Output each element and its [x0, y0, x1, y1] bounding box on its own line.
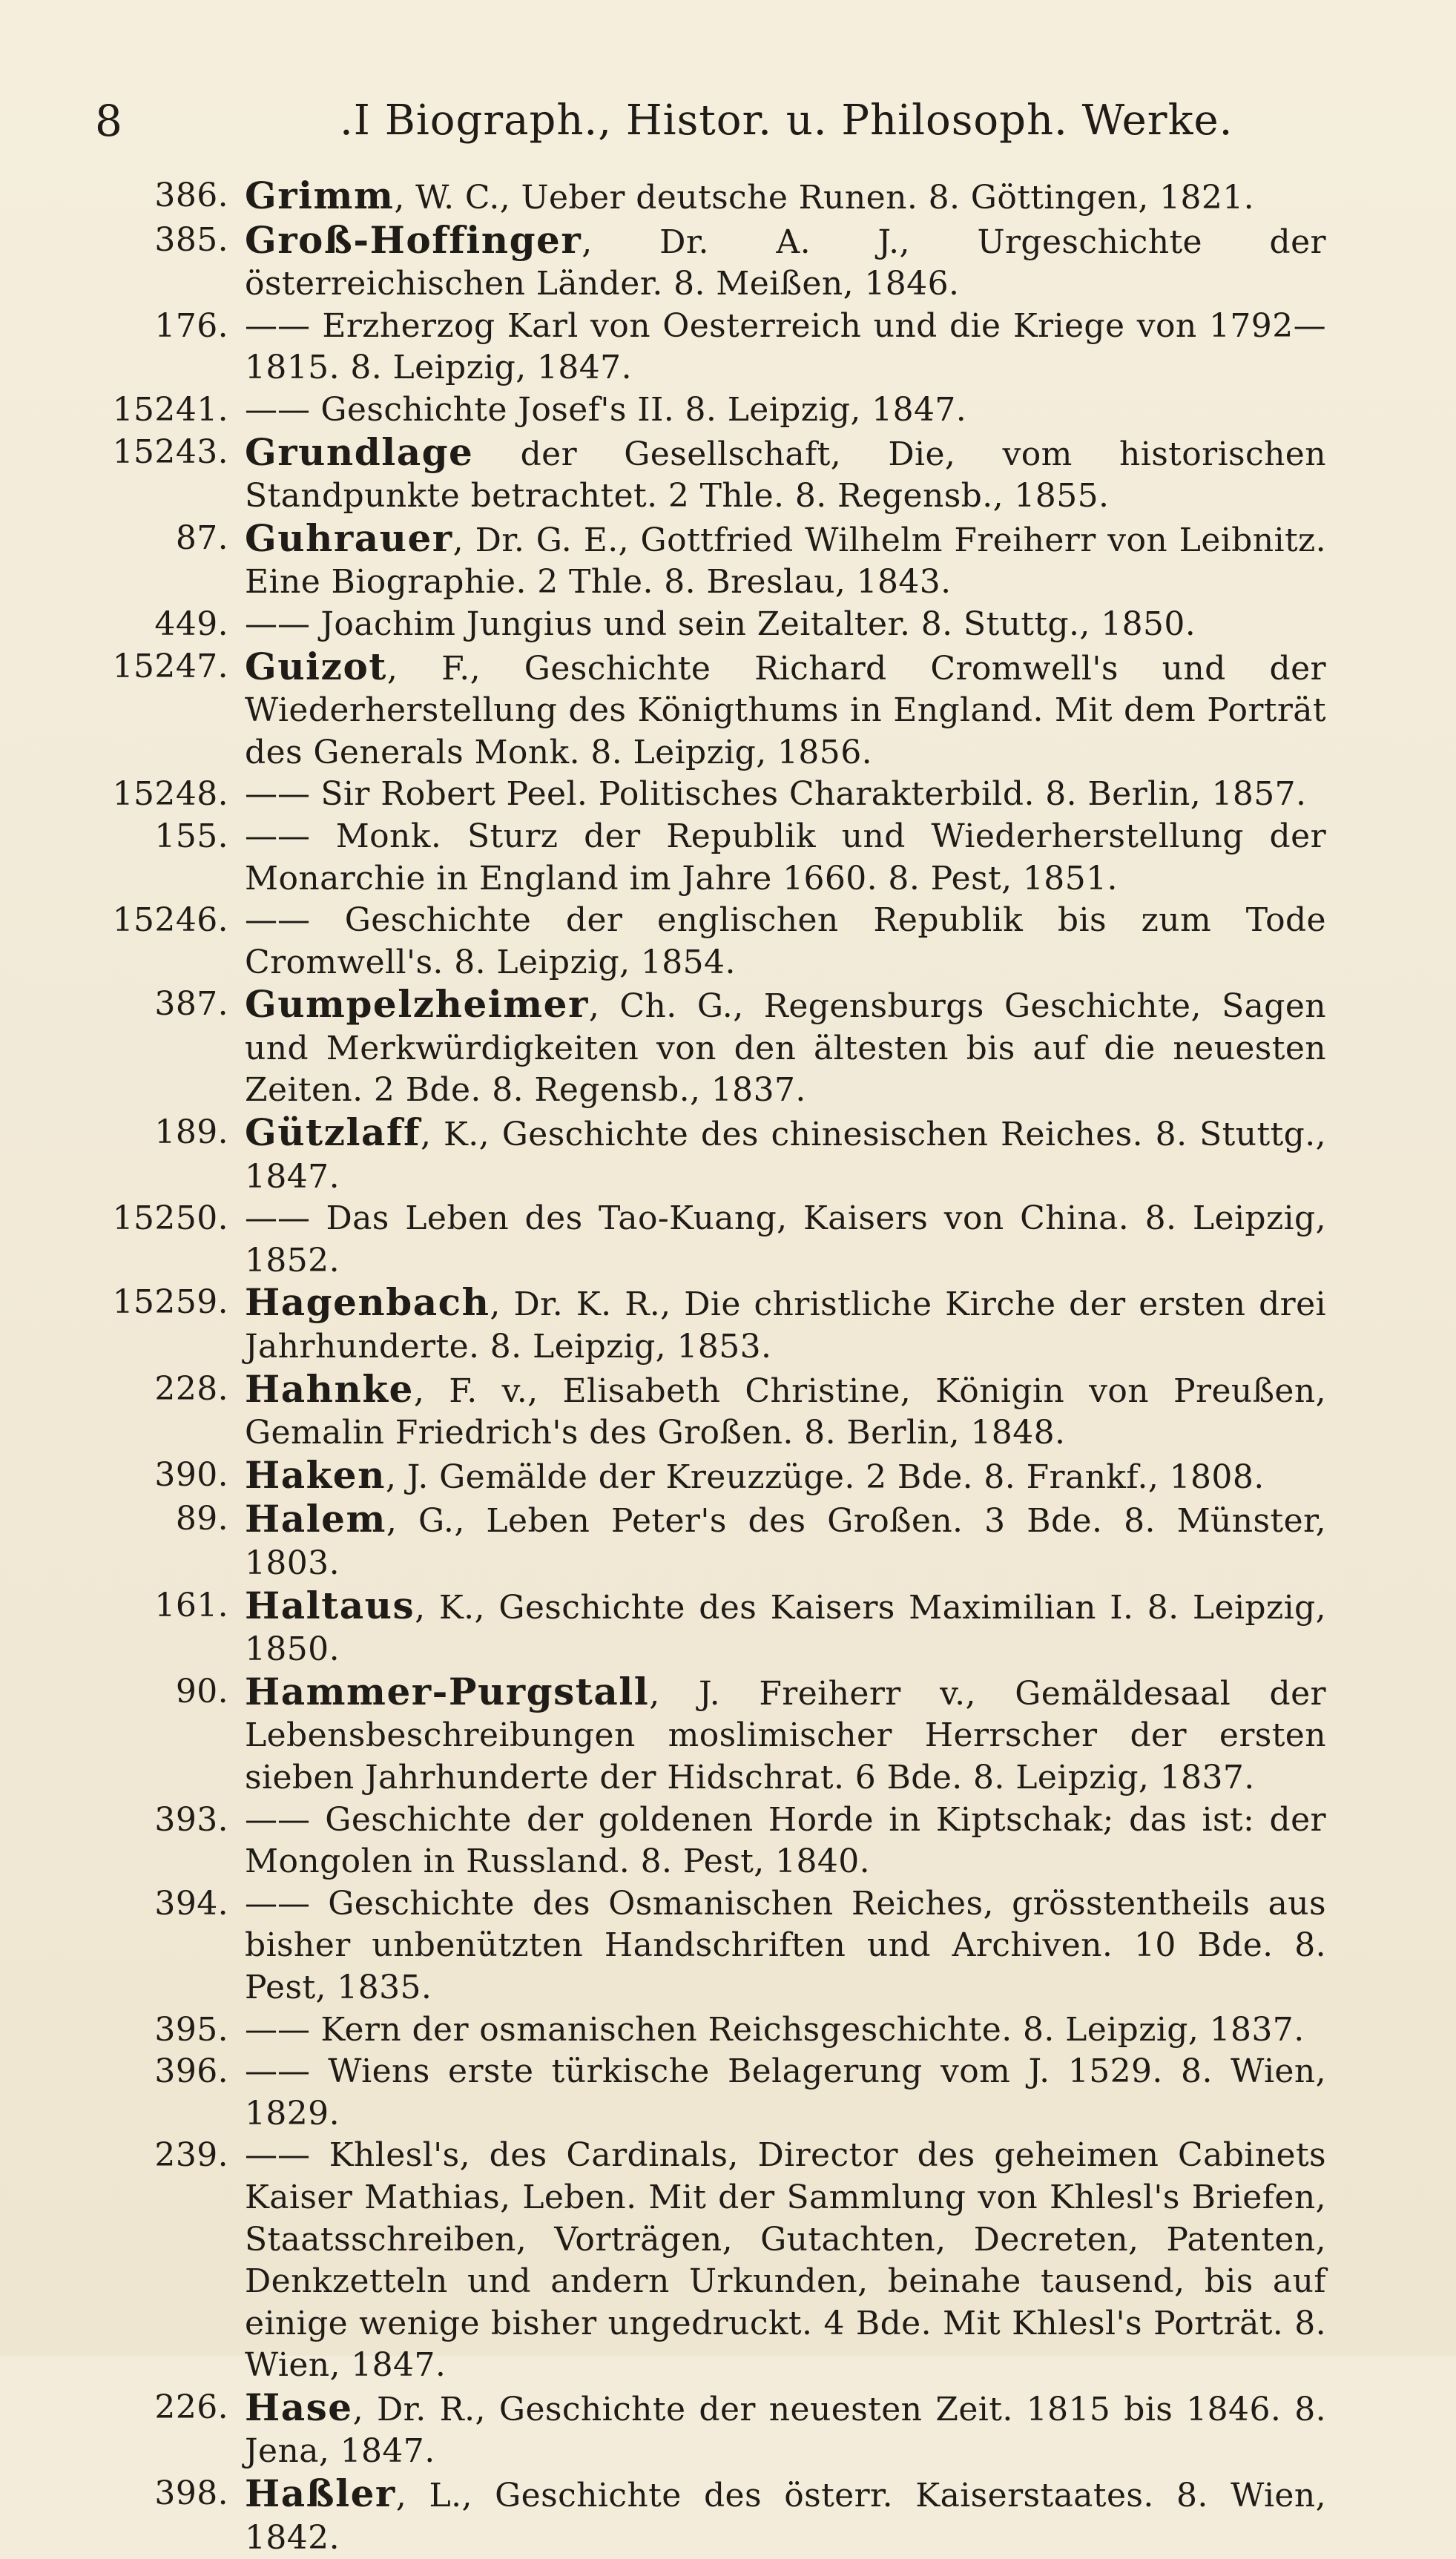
- entry-text: , Dr. R., Geschichte der neuesten Zeit. 1815 bis 1846. 8. Jena, 1847.: [245, 2390, 1326, 2471]
- entry-author: Grimm: [245, 174, 395, 217]
- entry-number: 15248.: [112, 775, 228, 814]
- bibliography-entry: [95, 1366, 1326, 1455]
- bibliography-list: [95, 175, 1326, 2559]
- entry-number: 226.: [154, 2388, 228, 2426]
- entry-number: 228.: [154, 1369, 228, 1408]
- ditto-dash: ——: [245, 2136, 310, 2175]
- entry-number: 15241.: [112, 390, 228, 429]
- entry-number: 15243.: [112, 432, 228, 471]
- entry-number: 396.: [154, 2052, 228, 2091]
- entry-text: , Dr. A. J., Urgeschichte der österreichischen Länder. 8. Meißen, 1846.: [245, 223, 1326, 303]
- bibliography-entry: [95, 1112, 1326, 1198]
- entry-number: 161.: [154, 1586, 228, 1624]
- bibliography-entry: [95, 984, 1326, 1112]
- bibliography-entry: [95, 1282, 1326, 1368]
- entry-text: Erzherzog Karl von Oesterreich und die Kriege von 1792—1815. 8. Leipzig, 1847.: [245, 306, 1326, 387]
- entry-text: , F., Geschichte Richard Cromwell's und der Wiederherstellung des Königthums in England. Mit dem Porträt des Generals Monk. 8. Leipzig, 1856.: [245, 649, 1326, 771]
- entry-author: Hase: [245, 2385, 353, 2429]
- bibliography-entry: [95, 1198, 1326, 1282]
- ditto-dash: ——: [245, 306, 310, 345]
- bibliography-entry: [95, 2473, 1326, 2559]
- ditto-dash: ——: [245, 817, 310, 855]
- entry-text: , J. Freiherr v., Gemäldesaal der Lebensbeschreibungen moslimischer Herrscher der ersten sieben Jahrhunderte der Hidschrat. 6 Bde. 8. Leipzig, 1837.: [245, 1674, 1326, 1796]
- bibliography-entry: [95, 816, 1326, 900]
- ditto-dash: ——: [245, 775, 310, 814]
- ditto-dash: ——: [245, 2052, 310, 2091]
- entry-author: Groß-Hoffinger: [245, 217, 582, 262]
- bibliography-entry: [95, 389, 1326, 432]
- entry-author: Gumpelzheimer: [245, 982, 589, 1027]
- bibliography-entry: [95, 2009, 1326, 2052]
- bibliography-entry: [95, 1883, 1326, 2009]
- entry-author: Halem: [245, 1497, 386, 1541]
- running-title: .I Biograph., Histor. u. Philosoph. Werke.: [340, 96, 1233, 145]
- entry-text: , G., Leben Peter's des Großen. 3 Bde. 8. Münster, 1803.: [245, 1502, 1326, 1582]
- entry-author: Gützlaff: [245, 1110, 421, 1155]
- entry-text: , Dr. K. R., Die christliche Kirche der ersten drei Jahrhunderte. 8. Leipzig, 1853.: [245, 1285, 1326, 1366]
- entry-number: 15247.: [112, 647, 228, 685]
- entry-text: Monk. Sturz der Republik und Wiederherstellung der Monarchie in England im Jahre 1660. 8. Pest, 1851.: [245, 817, 1326, 898]
- entry-number: 390.: [154, 1455, 228, 1494]
- entry-text: Das Leben des Tao-Kuang, Kaisers von China. 8. Leipzig, 1852.: [245, 1199, 1326, 1280]
- entry-text: Khlesl's, des Cardinals, Director des geheimen Cabinets Kaiser Mathias, Leben. Mit der Sammlung von Khlesl's Briefen, Staatsschreiben, Vorträgen, Gutachten, Decreten, Patenten, Denkzetteln und andern Urkunden, beinahe tausend, bis auf einige wenige bisher ungedruckt. 4 Bde. Mit Khlesl's Porträt. 8. Wien, 1847.: [245, 2136, 1326, 2385]
- entry-text: Joachim Jungius und sein Zeitalter. 8. Stuttg., 1850.: [310, 605, 1196, 643]
- entry-number: 393.: [154, 1800, 228, 1839]
- entry-author: Guhrauer: [245, 516, 453, 560]
- entry-number: 387.: [154, 985, 228, 1024]
- entry-author: Grundlage: [245, 429, 474, 474]
- bibliography-entry: [95, 774, 1326, 816]
- entry-text: , J. Gemälde der Kreuzzüge. 2 Bde. 8. Frankf., 1808.: [385, 1458, 1265, 1496]
- entry-number: 155.: [154, 817, 228, 855]
- entry-text: Wiens erste türkische Belagerung vom J. 1529. 8. Wien, 1829.: [245, 2052, 1326, 2132]
- entry-number: 176.: [154, 306, 228, 345]
- bibliography-entry: [95, 429, 1326, 518]
- ditto-dash: ——: [245, 390, 310, 429]
- bibliography-entry: [95, 604, 1326, 646]
- entry-number: 239.: [154, 2136, 228, 2175]
- entry-text: Geschichte der englischen Republik bis zum Tode Cromwell's. 8. Leipzig, 1854.: [245, 901, 1326, 981]
- entry-number: 386.: [154, 177, 228, 214]
- entry-text: , Dr. G. E., Gottfried Wilhelm Freiherr von Leibnitz. Eine Biographie. 2 Thle. 8. Breslau, 1843.: [245, 521, 1326, 602]
- ditto-dash: ——: [245, 1199, 310, 1238]
- bibliography-entry: [95, 1671, 1326, 1799]
- entry-author: Haßler: [245, 2471, 396, 2516]
- entry-number: 395.: [154, 2010, 228, 2049]
- entry-text: der Gesellschaft, Die, vom historischen Standpunkte betrachtet. 2 Thle. 8. Regensb., 1855.: [245, 435, 1326, 516]
- entry-number: 87.: [175, 518, 228, 557]
- entry-text: , K., Geschichte des chinesischen Reiches. 8. Stuttg., 1847.: [245, 1116, 1326, 1196]
- entry-number: 89.: [175, 1500, 228, 1538]
- entry-text: Sir Robert Peel. Politisches Charakterbild. 8. Berlin, 1857.: [310, 775, 1307, 814]
- entry-text: Geschichte Josef's II. 8. Leipzig, 1847.: [310, 390, 967, 429]
- bibliography-entry: [95, 175, 1326, 220]
- entry-number: 15250.: [112, 1199, 228, 1238]
- entry-text: Geschichte des Osmanischen Reiches, grösstentheils aus bisher unbenützten Handschriften und Archiven. 10 Bde. 8. Pest, 1835.: [245, 1884, 1326, 2006]
- bibliography-entry: [95, 1498, 1326, 1584]
- page-header: [95, 88, 1326, 154]
- bibliography-entry: [95, 2387, 1326, 2473]
- entry-author: Hagenbach: [245, 1280, 490, 1325]
- bibliography-entry: [95, 900, 1326, 984]
- bibliography-entry: [95, 1452, 1326, 1499]
- ditto-dash: ——: [245, 605, 310, 643]
- ditto-dash: ——: [245, 2010, 310, 2049]
- entry-author: Hahnke: [245, 1366, 414, 1411]
- entry-author: Haken: [245, 1452, 386, 1497]
- ditto-dash: ——: [245, 1800, 310, 1839]
- entry-text: Geschichte der goldenen Horde in Kiptschak; das ist: der Mongolen in Russland. 8. Pest, 1840.: [245, 1800, 1326, 1881]
- bibliography-entry: [95, 518, 1326, 604]
- bibliography-entry: [95, 1799, 1326, 1883]
- entry-number: 15259.: [112, 1283, 228, 1322]
- entry-text: , F. v., Elisabeth Christine, Königin von Preußen, Gemalin Friedrich's des Großen. 8. Berlin, 1848.: [245, 1371, 1326, 1452]
- entry-author: Guizot: [245, 644, 387, 688]
- entry-number: 15246.: [112, 901, 228, 940]
- entry-text: , K., Geschichte des Kaisers Maximilian I. 8. Leipzig, 1850.: [245, 1588, 1326, 1669]
- ditto-dash: ——: [245, 901, 310, 940]
- entry-text: , W. C., Ueber deutsche Runen. 8. Göttingen, 1821.: [394, 179, 1255, 217]
- bibliography-entry: [95, 2135, 1326, 2387]
- entry-number: 385.: [154, 220, 228, 259]
- bibliography-entry: [95, 306, 1326, 389]
- bibliography-entry: [95, 2051, 1326, 2135]
- entry-number: 189.: [154, 1113, 228, 1152]
- bibliography-entry: [95, 646, 1326, 774]
- entry-text: Kern der osmanischen Reichsgeschichte. 8. Leipzig, 1837.: [310, 2010, 1305, 2049]
- entry-number: 449.: [154, 605, 228, 643]
- entry-number: 398.: [154, 2474, 228, 2513]
- bibliography-entry: [95, 217, 1326, 306]
- entry-text: , Ch. G., Regensburgs Geschichte, Sagen und Merkwürdigkeiten von den ältesten bis auf die neuesten Zeiten. 2 Bde. 8. Regensb., 1837.: [245, 987, 1326, 1110]
- entry-text: , L., Geschichte des österr. Kaiserstaates. 8. Wien, 1842.: [245, 2477, 1326, 2557]
- bibliography-entry: [95, 1585, 1326, 1671]
- ditto-dash: ——: [245, 1884, 310, 1923]
- entry-number: 90.: [175, 1672, 228, 1710]
- entry-author: Haltaus: [245, 1583, 415, 1627]
- entry-number: 394.: [154, 1884, 228, 1923]
- entry-author: Hammer-Purgstall: [245, 1669, 650, 1713]
- page-number: 8: [95, 96, 122, 146]
